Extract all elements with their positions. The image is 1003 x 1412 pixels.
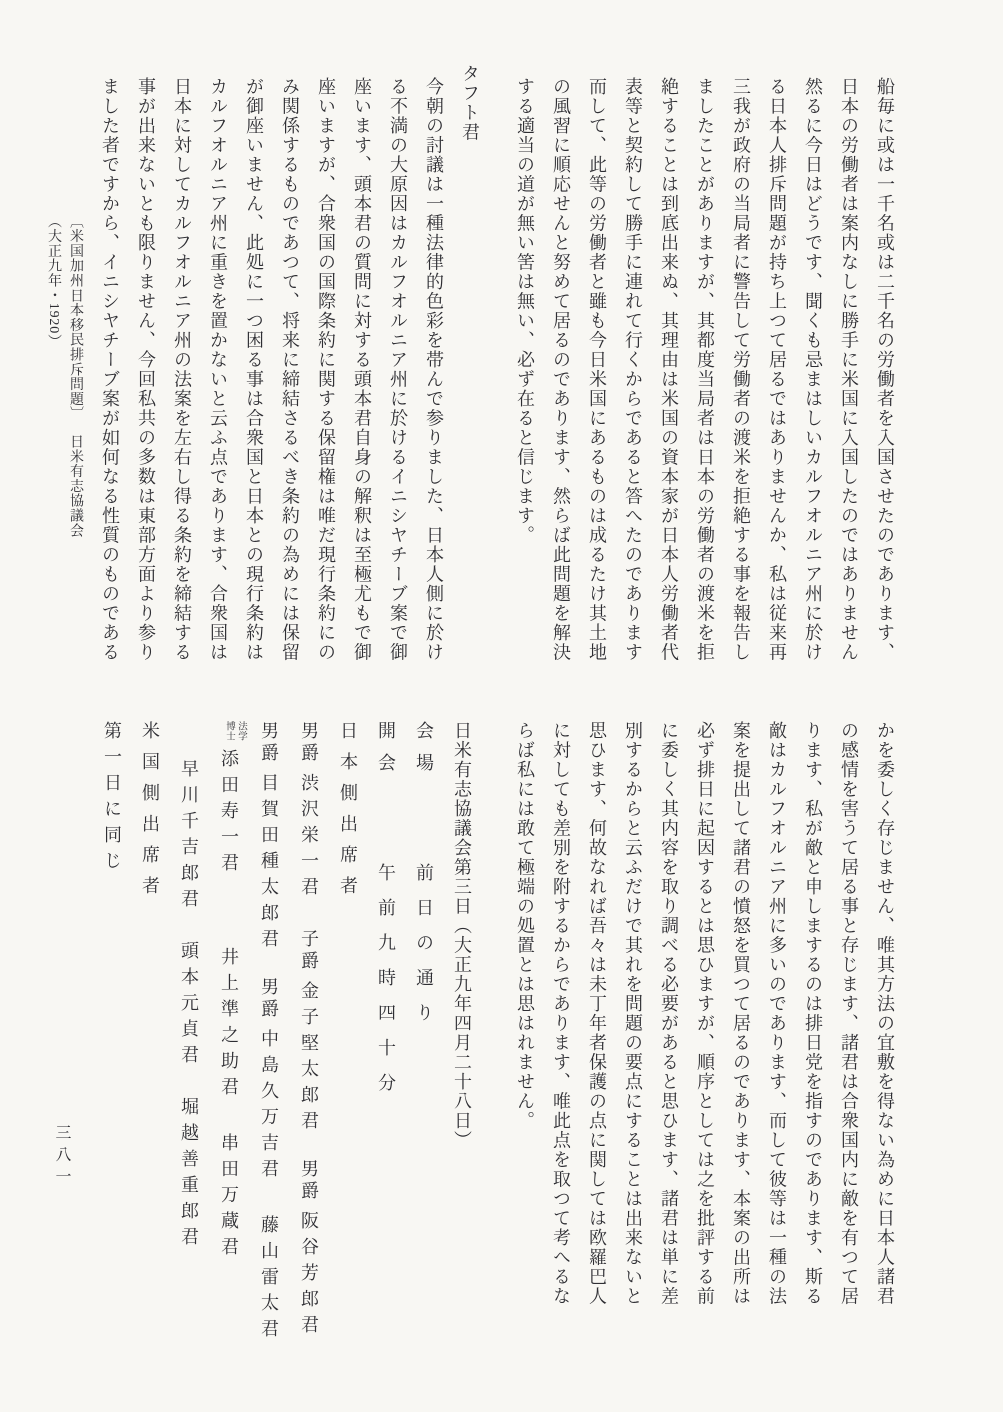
spacer xyxy=(269,1021,270,1029)
spacer xyxy=(269,955,270,977)
attendee-title: 男爵 xyxy=(259,977,279,1021)
text-line: 必ず排日に起因するとは思ひますが、順序としては之を批評する前 xyxy=(695,721,715,1306)
attendee-column xyxy=(169,705,209,1355)
attendee-title: 男爵 xyxy=(299,721,319,765)
spacer xyxy=(386,785,387,863)
text-line: み関係するものであつて、将来に締結さるべき条約の為めには保留 xyxy=(280,77,300,662)
attendee-title-line: 法学 xyxy=(236,721,246,741)
spacer xyxy=(424,785,425,863)
text-line: る不満の大原因はカルフオルニア州に於けるイニシヤチーブ案で御 xyxy=(388,77,408,662)
speaker-heading: タフト君 xyxy=(460,64,480,142)
text-line: 座いますが、合衆国の国際条約に関する保留権は唯だ現行条約にの xyxy=(316,77,336,662)
text-line: 座います、頭本君の質問に対する頭本君自身の解釈は至極尤もで御 xyxy=(352,77,372,662)
attendee-name: 早川千吉郎君 xyxy=(179,759,199,915)
text-line: が御座いません、此処に一つ困る事は合衆国と日本との現行条約は xyxy=(244,77,264,662)
text-line: の感情を害うて居る事と存じます、諸君は合衆国内に敵を有つて居 xyxy=(839,721,859,1306)
spacer xyxy=(229,879,230,909)
attendee-name: 添田寿一君 xyxy=(219,749,239,879)
text-line: 日本の労働者は案内なしに勝手に米国に入国したのではありません xyxy=(839,77,859,662)
attendee-name: 金子堅太郎君 xyxy=(299,981,319,1137)
attendee-name: 頭本元貞君 xyxy=(179,941,199,1071)
attendee-name: 目賀田種太郎君 xyxy=(259,773,279,955)
opening-value: 午前九時四十分 xyxy=(376,863,396,1108)
margin-title-topic: 〔米国加州日本移民排斥問題〕 xyxy=(68,214,83,422)
meeting-session-title: 日米有志協議会第三日（大正九年四月二十八日） xyxy=(452,721,472,1150)
text-line: 案を提出して諸君の憤怒を買つて居るのであります、本案の出所は xyxy=(731,721,751,1306)
spacer xyxy=(269,1185,270,1215)
venue-value: 前日の通り xyxy=(414,863,434,1038)
attendee-name: 井上準之助君 xyxy=(219,947,239,1103)
venue-label: 会場 xyxy=(414,721,434,785)
attendee-name: 中島久万吉君 xyxy=(259,1029,279,1185)
opening-time-line xyxy=(367,705,405,1355)
text-line: 別するからと云ふだけで其れを問題の要点にすることは出来ないと xyxy=(623,721,643,1306)
margin-title-organization: 日米有志協議会 xyxy=(68,434,83,538)
text-line: 事が出来ないとも限りません、今回私共の多数は東部方面より参り xyxy=(136,77,156,662)
text-line: 絶することは到底出来ぬ、其理由は米国の資本家が日本人労働者代 xyxy=(659,77,679,662)
text-line: 三我が政府の当局者に警告して労働者の渡米を拒絶する事を報告し xyxy=(731,77,751,662)
attendee-title: 子爵 xyxy=(299,929,319,973)
attendee-name: 渋沢栄一君 xyxy=(299,773,319,903)
margin-running-title xyxy=(42,214,86,684)
attendee-name: 串田万蔵君 xyxy=(219,1133,239,1263)
attendee-title: 男爵 xyxy=(299,1159,319,1203)
text-line: 思ひます、何故なれば吾々は未丁年者保護の点に関しては欧羅巴人 xyxy=(587,721,607,1306)
page-number: 三八一 xyxy=(53,1124,70,1190)
text-line: カルフオルニア州に重きを置かないと云ふ点であります、合衆国は xyxy=(208,77,228,662)
us-attendees-heading: 米国側出席者 xyxy=(140,721,160,907)
text-line: 日本に対してカルフオルニア州の法案を左右し得る条約を締結する xyxy=(172,77,192,662)
bottom-text-block xyxy=(93,705,903,1355)
spacer xyxy=(189,915,190,941)
spacer xyxy=(75,421,76,434)
jp-attendees-heading: 日本側出席者 xyxy=(338,721,358,907)
spacer xyxy=(309,1137,310,1159)
attendee-column xyxy=(289,705,329,1355)
opening-label: 開会 xyxy=(376,721,396,785)
spacer xyxy=(309,765,310,773)
attendee-title-line: 博士 xyxy=(224,721,234,741)
venue-line xyxy=(405,705,443,1355)
attendee-name: 阪谷芳郎君 xyxy=(299,1211,319,1341)
text-line: ました者ですから、イニシヤチーブ案が如何なる性質のものである xyxy=(100,77,120,662)
text-line: 敵はカルフオルニア州に多いのであります、而して彼等は一種の法 xyxy=(767,721,787,1306)
text-line: の風習に順応せんと努めて居るのであります、然らば此問題を解決 xyxy=(551,77,571,662)
spacer xyxy=(269,765,270,773)
text-line: 表等と契約して勝手に連れて行くからであると答へたのであります xyxy=(623,77,643,662)
spacer xyxy=(229,909,230,947)
text-line: に委しく其内容を取り調べる必要があると思ひます、諸君は単に差 xyxy=(659,721,679,1306)
text-line: 船毎に或は一千名或は二千名の労働者を入国させたのであります、 xyxy=(875,77,895,662)
top-text-block xyxy=(92,64,903,676)
margin-title-year: （大正九年・1920） xyxy=(46,214,61,349)
attendee-column xyxy=(209,705,249,1355)
text-line: ります、私が敵と申しまするのは排日党を指すのであります、斯る xyxy=(803,721,823,1306)
text-line: に対しても差別を附するからであります、唯此点を取つて考へるな xyxy=(551,721,571,1306)
spacer xyxy=(189,1071,190,1097)
text-line: る日本人排斥問題が持ち上つて居るではありませんか、私は従来再 xyxy=(767,77,787,662)
us-attendees-note: 第一日に同じ xyxy=(102,721,122,877)
text-line: かを委しく存じません、唯其方法の宜敷を得ない為めに日本人諸君 xyxy=(875,721,895,1306)
spacer xyxy=(309,973,310,981)
text-line: 今朝の討議は一種法律的色彩を帯んで参りました、日本人側に於け xyxy=(424,77,444,662)
attendee-column xyxy=(249,705,289,1355)
spacer xyxy=(229,1103,230,1133)
spacer xyxy=(189,721,190,759)
spacer xyxy=(309,1203,310,1211)
spacer xyxy=(309,903,310,929)
attendee-title: 男爵 xyxy=(259,721,279,765)
text-line: 而して、此等の労働者と雖も今日米国にあるものは成るたけ其土地 xyxy=(587,77,607,662)
spacer xyxy=(229,741,230,749)
text-line: らば私には敢て極端の処置とは思はれません。 xyxy=(515,721,535,1131)
attendee-name: 藤山雷太君 xyxy=(259,1215,279,1345)
text-line: する適当の道が無い筈は無い、必ず在ると信じます。 xyxy=(515,77,535,545)
text-line: ましたことがありますが、其都度当局者は日本の労働者の渡米を拒 xyxy=(695,77,715,662)
text-line: 然るに今日はどうです、聞くも忌まはしいカルフオルニア州に於け xyxy=(803,77,823,662)
spacer xyxy=(75,538,76,551)
attendee-title-doctor-of-law xyxy=(223,721,247,741)
attendee-name: 堀越善重郎君 xyxy=(179,1097,199,1253)
